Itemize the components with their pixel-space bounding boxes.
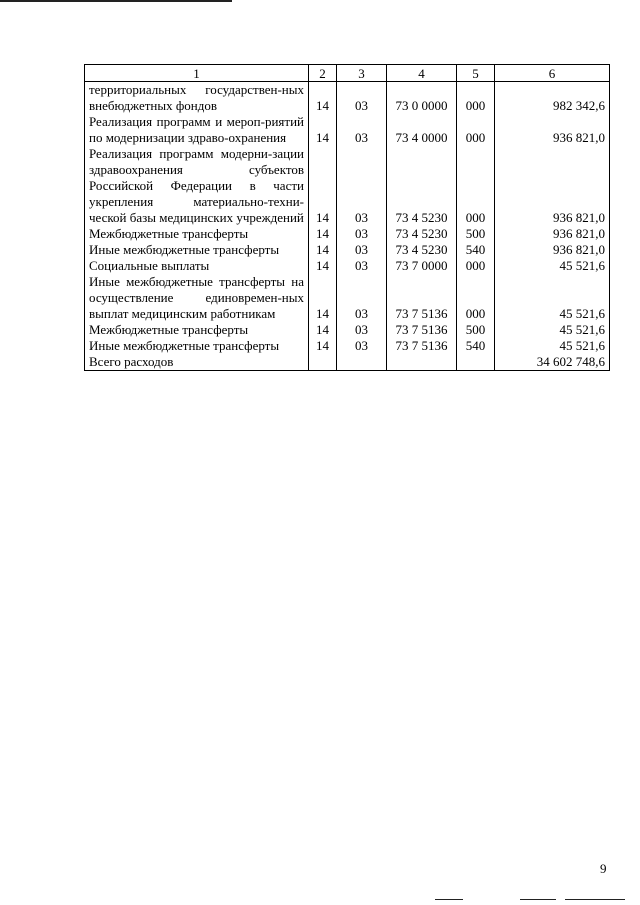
row-amount: 45 521,6: [495, 338, 610, 354]
row-subsection: 03: [337, 146, 387, 226]
table-row: [85, 274, 610, 322]
header-col-2: 2: [309, 65, 337, 82]
row-amount: 45 521,6: [495, 258, 610, 274]
row-subsection: 03: [337, 114, 387, 146]
table-header-row: [85, 65, 610, 82]
row-name: Реализация программ модерни-зации здравоохранения субъектов Российской Федерации в части укрепления материально-техни-ческой базы медицинских учреждений: [85, 146, 309, 226]
row-expense-type: 000: [457, 274, 495, 322]
row-amount: 936 821,0: [495, 146, 610, 226]
row-expense-type: 540: [457, 242, 495, 258]
row-section: 14: [309, 146, 337, 226]
row-name: Реализация программ и мероп-риятий по модернизации здраво-охранения: [85, 114, 309, 146]
empty-cell: [337, 354, 387, 371]
row-amount: 45 521,6: [495, 322, 610, 338]
row-name: Иные межбюджетные трансферты на осуществление единовремен-ных выплат медицинским работникам: [85, 274, 309, 322]
row-name: Социальные выплаты: [85, 258, 309, 274]
row-expense-type: 540: [457, 338, 495, 354]
row-target-item: 73 4 5230: [387, 146, 457, 226]
scan-mark-top: [0, 0, 232, 2]
row-section: 14: [309, 338, 337, 354]
row-target-item: 73 4 0000: [387, 114, 457, 146]
row-target-item: 73 7 5136: [387, 322, 457, 338]
row-amount: 45 521,6: [495, 274, 610, 322]
total-row: [85, 354, 610, 371]
row-target-item: 73 4 5230: [387, 242, 457, 258]
row-target-item: 73 4 5230: [387, 226, 457, 242]
total-amount: 34 602 748,6: [495, 354, 610, 371]
row-expense-type: 500: [457, 322, 495, 338]
row-amount: 936 821,0: [495, 114, 610, 146]
header-col-4: 4: [387, 65, 457, 82]
table-row: [85, 258, 610, 274]
row-target-item: 73 7 0000: [387, 258, 457, 274]
row-section: 14: [309, 226, 337, 242]
scan-mark-bottom-3: [565, 899, 625, 900]
header-col-3: 3: [337, 65, 387, 82]
row-name: Иные межбюджетные трансферты: [85, 338, 309, 354]
row-subsection: 03: [337, 226, 387, 242]
row-expense-type: 000: [457, 114, 495, 146]
row-section: 14: [309, 274, 337, 322]
empty-cell: [387, 354, 457, 371]
row-section: 14: [309, 82, 337, 115]
row-target-item: 73 7 5136: [387, 338, 457, 354]
table-row: [85, 226, 610, 242]
row-name: Межбюджетные трансферты: [85, 226, 309, 242]
row-subsection: 03: [337, 338, 387, 354]
row-expense-type: 000: [457, 146, 495, 226]
row-expense-type: 000: [457, 82, 495, 115]
row-subsection: 03: [337, 242, 387, 258]
table-row: [85, 242, 610, 258]
row-amount: 982 342,6: [495, 82, 610, 115]
row-name: Межбюджетные трансферты: [85, 322, 309, 338]
empty-cell: [309, 354, 337, 371]
row-section: 14: [309, 114, 337, 146]
scan-mark-bottom-1: [435, 899, 463, 900]
header-col-1: 1: [85, 65, 309, 82]
row-name: территориальных государствен-ных внебюджетных фондов: [85, 82, 309, 115]
table-row: [85, 114, 610, 146]
row-target-item: 73 7 5136: [387, 274, 457, 322]
scan-mark-bottom-2: [520, 899, 556, 900]
table-row: [85, 146, 610, 226]
row-subsection: 03: [337, 274, 387, 322]
empty-cell: [457, 354, 495, 371]
row-name: Иные межбюджетные трансферты: [85, 242, 309, 258]
header-col-6: 6: [495, 65, 610, 82]
row-section: 14: [309, 322, 337, 338]
row-expense-type: 500: [457, 226, 495, 242]
row-subsection: 03: [337, 82, 387, 115]
row-subsection: 03: [337, 258, 387, 274]
row-section: 14: [309, 242, 337, 258]
row-amount: 936 821,0: [495, 242, 610, 258]
row-target-item: 73 0 0000: [387, 82, 457, 115]
total-label: Всего расходов: [85, 354, 309, 371]
row-expense-type: 000: [457, 258, 495, 274]
page-number: 9: [600, 861, 607, 876]
row-amount: 936 821,0: [495, 226, 610, 242]
table-row: [85, 338, 610, 354]
expenditure-table: [84, 64, 610, 371]
table-row: [85, 322, 610, 338]
row-section: 14: [309, 258, 337, 274]
row-subsection: 03: [337, 322, 387, 338]
table-row: [85, 82, 610, 115]
header-col-5: 5: [457, 65, 495, 82]
